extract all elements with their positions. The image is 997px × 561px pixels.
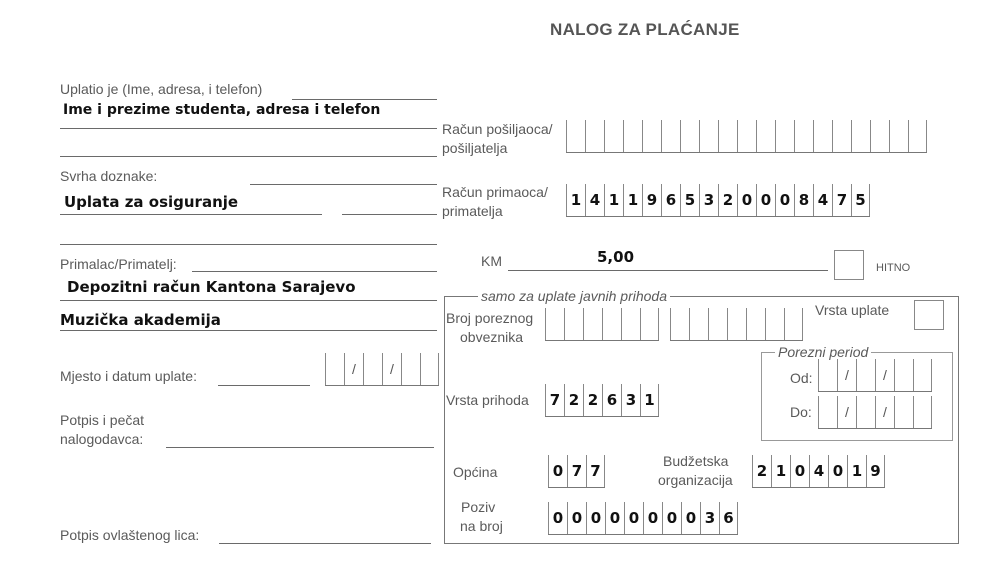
- budzetska-boxes[interactable]: [752, 455, 885, 488]
- javni-prihodi-legend: samo za uplate javnih prihoda: [478, 288, 670, 304]
- digit-cell: 2: [718, 184, 737, 216]
- digit-cell: 0: [662, 502, 681, 534]
- digit-cell: 0: [775, 184, 794, 216]
- digit-cell: 1: [623, 184, 642, 216]
- digit-cell: 9: [866, 455, 885, 487]
- ovlastenog-label: Potpis ovlaštenog lica:: [60, 527, 200, 543]
- svrha-value[interactable]: Uplata za osiguranje: [64, 193, 239, 211]
- do-date-boxes[interactable]: / /: [818, 396, 932, 429]
- datum-cell: /: [344, 353, 363, 385]
- primalac-value-2[interactable]: Muzička akademija: [60, 311, 221, 329]
- primalac-value-1[interactable]: Depozitni račun Kantona Sarajevo: [67, 278, 356, 296]
- hitno-label: HITNO: [876, 262, 911, 274]
- poziv-boxes[interactable]: [548, 502, 738, 535]
- digit-cell: 7: [567, 455, 586, 487]
- racun-posiljaoca-label-2: pošiljatelja: [442, 140, 508, 156]
- ovlastenog-line: [219, 543, 431, 544]
- vrsta-uplate-label: Vrsta uplate: [815, 302, 890, 318]
- primalac-label: Primalac/Primatelj:: [60, 256, 177, 272]
- digit-cell: 4: [813, 184, 832, 216]
- opcina-boxes[interactable]: [548, 455, 605, 488]
- broj-poreznog-boxes[interactable]: [545, 308, 659, 341]
- porezni-period-legend: Porezni period: [775, 344, 871, 360]
- digit-cell: 1: [771, 455, 790, 487]
- racun-posiljaoca-label-1: Račun pošiljaoca/: [442, 121, 553, 137]
- digit-cell: 7: [832, 184, 851, 216]
- digit-cell: 0: [643, 502, 662, 534]
- digit-cell: 6: [719, 502, 738, 534]
- digit-cell: 3: [699, 184, 718, 216]
- digit-cell: 0: [548, 502, 567, 534]
- digit-cell: 0: [567, 502, 586, 534]
- digit-cell: 8: [794, 184, 813, 216]
- hitno-checkbox[interactable]: [834, 250, 864, 280]
- mjesto-label: Mjesto i datum uplate:: [60, 368, 197, 384]
- digit-cell: 0: [790, 455, 809, 487]
- page-title: NALOG ZA PLAĆANJE: [550, 20, 740, 39]
- opcina-label: Općina: [453, 464, 498, 480]
- svrha-line-4: [60, 244, 437, 245]
- racun-primaoca-boxes[interactable]: [566, 184, 870, 217]
- vrsta-uplate-box[interactable]: [914, 300, 944, 330]
- digit-cell: 0: [828, 455, 847, 487]
- digit-cell: 2: [752, 455, 771, 487]
- digit-cell: 0: [586, 502, 605, 534]
- potpis-label-1: Potpis i pečat: [60, 412, 145, 428]
- potpis-label-2: nalogodavca:: [60, 431, 144, 447]
- datum-cell: [325, 353, 344, 385]
- broj-poreznog-label-1: Broj poreznog: [446, 310, 534, 326]
- poziv-label-2: na broj: [460, 518, 503, 534]
- digit-cell: 7: [586, 455, 605, 487]
- digit-cell: 2: [564, 384, 583, 416]
- broj-poreznog-boxes-2[interactable]: [670, 308, 803, 341]
- digit-cell: 5: [680, 184, 699, 216]
- uplatio-line-3: [60, 156, 437, 157]
- digit-cell: 0: [605, 502, 624, 534]
- km-value[interactable]: 5,00: [597, 248, 635, 266]
- digit-cell: 1: [566, 184, 585, 216]
- mjesto-line: [218, 385, 310, 386]
- vrsta-prihoda-boxes[interactable]: [545, 384, 659, 417]
- datum-cell: /: [382, 353, 401, 385]
- primalac-line-1: [192, 271, 437, 272]
- digit-cell: 3: [700, 502, 719, 534]
- do-label: Do:: [790, 404, 812, 420]
- svrha-line-3: [342, 214, 437, 215]
- svrha-line-1: [250, 184, 437, 185]
- km-line: [508, 270, 828, 271]
- digit-cell: 0: [681, 502, 700, 534]
- budzetska-label-1: Budžetska: [663, 453, 729, 469]
- svrha-label: Svrha doznake:: [60, 168, 158, 184]
- primalac-line-3: [60, 330, 437, 331]
- digit-cell: 1: [640, 384, 659, 416]
- datum-cell: [401, 353, 420, 385]
- digit-cell: 0: [737, 184, 756, 216]
- uplatio-label: Uplatio je (Ime, adresa, i telefon): [60, 81, 263, 97]
- digit-cell: 1: [847, 455, 866, 487]
- uplatio-line-2: [60, 128, 437, 129]
- uplatio-value[interactable]: Ime i prezime studenta, adresa i telefon: [63, 102, 381, 118]
- datum-uplate-boxes[interactable]: [325, 353, 439, 386]
- od-date-boxes[interactable]: / /: [818, 359, 932, 392]
- digit-cell: 6: [661, 184, 680, 216]
- digit-cell: 1: [604, 184, 623, 216]
- digit-cell: 0: [548, 455, 567, 487]
- digit-cell: 2: [583, 384, 602, 416]
- datum-cell: [420, 353, 439, 385]
- racun-primaoca-label-1: Račun primaoca/: [442, 184, 548, 200]
- digit-cell: 0: [756, 184, 775, 216]
- digit-cell: 6: [602, 384, 621, 416]
- poziv-label-1: Poziv: [461, 499, 496, 515]
- digit-cell: 4: [809, 455, 828, 487]
- primalac-line-2: [60, 300, 437, 301]
- digit-cell: 0: [624, 502, 643, 534]
- broj-poreznog-label-2: obveznika: [460, 329, 524, 345]
- od-label: Od:: [790, 370, 813, 386]
- km-label: KM: [481, 253, 502, 269]
- digit-cell: 4: [585, 184, 604, 216]
- vrsta-prihoda-label: Vrsta prihoda: [446, 392, 529, 408]
- digit-cell: 7: [545, 384, 564, 416]
- digit-cell: 3: [621, 384, 640, 416]
- racun-posiljaoca-boxes[interactable]: [566, 120, 927, 153]
- digit-cell: 9: [642, 184, 661, 216]
- digit-cell: 5: [851, 184, 870, 216]
- potpis-line: [166, 447, 434, 448]
- budzetska-label-2: organizacija: [658, 472, 733, 488]
- racun-primaoca-label-2: primatelja: [442, 203, 503, 219]
- svrha-line-2: [60, 214, 322, 215]
- uplatio-line-1: [292, 99, 437, 100]
- datum-cell: [363, 353, 382, 385]
